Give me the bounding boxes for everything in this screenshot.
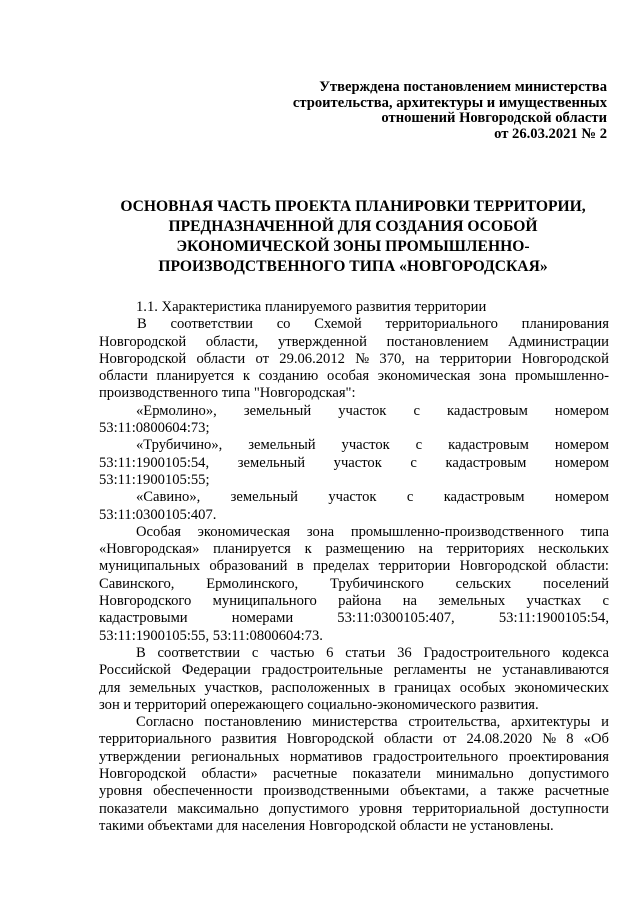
word: градостроительного [373, 748, 499, 765]
text-line [99, 610, 609, 627]
text-line [99, 714, 609, 731]
word: «Трубичино», [136, 437, 223, 454]
approval-stamp [247, 80, 607, 142]
approval-line: Утверждена постановлением министерства [319, 79, 607, 95]
word: также [497, 783, 534, 800]
word: Новгородской [99, 766, 187, 783]
word: В [137, 316, 147, 333]
word: кадастровым [445, 454, 527, 471]
word: Российской [99, 662, 171, 679]
word: № [355, 350, 370, 367]
title-line: ПРОИЗВОДСТВЕННОГО ТИПА «НОВГОРОДСКАЯ» [158, 258, 548, 275]
text-line [99, 680, 609, 697]
word: регламенты [393, 662, 467, 679]
word: участков, [204, 679, 263, 696]
word: области: [556, 558, 609, 575]
text-line [99, 731, 609, 748]
word: планируется [213, 541, 291, 558]
word: номером [554, 437, 609, 454]
word: земельный [237, 454, 306, 471]
text-line [99, 749, 609, 766]
text-line: 53:11:1900105:55, 53:11:0800604:73. [99, 627, 323, 644]
title-line: ПРЕДНАЗНАЧЕННОЙ ДЛЯ СОЗДАНИЯ ОСОБОЙ [168, 218, 538, 235]
word: от [442, 731, 457, 748]
word: образований [209, 558, 288, 575]
word: области, [205, 333, 259, 350]
word: расчетные [273, 766, 338, 783]
text-line [99, 766, 609, 783]
word: уровня [99, 783, 143, 800]
word: со [276, 316, 291, 333]
text-line [99, 334, 609, 351]
document-title [96, 197, 610, 277]
word: номером [554, 489, 609, 506]
section-heading: 1.1. Характеристика планируемого развития территории [136, 299, 487, 315]
text-line [99, 524, 609, 541]
word: утверждении [99, 748, 181, 765]
word: Новгородской [99, 333, 187, 350]
text-line [99, 783, 609, 800]
word: проектирования [508, 748, 609, 765]
word: Ермолинского, [206, 575, 299, 592]
word: от [255, 350, 269, 367]
word: нескольких [538, 541, 609, 558]
text-line: зон и территорий опережающего социально-экономического развития. [99, 696, 539, 713]
word: земельный [243, 402, 312, 419]
word: архитектуры [511, 714, 591, 731]
word: кадастровыми [99, 610, 188, 627]
word: муниципальных [99, 558, 201, 575]
word: экономическая [377, 368, 471, 385]
word: 36 [397, 644, 412, 661]
word: кадастровым [447, 402, 528, 419]
word: земельных [438, 593, 506, 610]
word: Новгородского [99, 593, 192, 610]
parcel-line [99, 489, 609, 506]
word: 24.08.2020 [466, 731, 533, 748]
word: территории [439, 350, 512, 367]
word: территориальной [412, 800, 520, 817]
word: земельный [230, 489, 298, 506]
word: зона [479, 368, 507, 385]
word: территории [378, 558, 451, 575]
text-line: такими объектами для населения Новгородской области не установлены. [99, 817, 554, 834]
word: 370, [379, 350, 405, 367]
word: муниципального [212, 593, 317, 610]
word: особая [327, 368, 370, 385]
word: 53:11:1900105:54, [498, 610, 609, 627]
word: расчетные [544, 783, 609, 800]
word: соответствии [157, 644, 241, 661]
approval-line: отношений Новгородской области [381, 110, 607, 127]
word: области [196, 350, 246, 367]
word: 53:11:1900105:54, [99, 454, 210, 471]
word: Федерации [181, 662, 251, 679]
word: показатели [99, 800, 168, 817]
word: типа [580, 523, 609, 540]
word: допустимого [529, 766, 609, 783]
word: 6 [326, 644, 334, 661]
word: градостроительные [261, 662, 383, 679]
word: для [99, 679, 121, 696]
word: на [418, 541, 433, 558]
word: а [480, 783, 487, 800]
word: поселений [543, 575, 609, 592]
word: кадастровым [448, 437, 529, 454]
word: Согласно [136, 714, 194, 731]
word: планируется [156, 368, 235, 385]
word: и [601, 714, 609, 731]
word: участок [338, 402, 387, 419]
word: Новгородской [459, 558, 547, 575]
word: постановлением [386, 333, 489, 350]
text-line [99, 541, 609, 558]
word: развития [221, 731, 277, 748]
word: постановлению [204, 714, 302, 731]
word: экономическая [197, 523, 291, 540]
cadastral-number: 53:11:0800604:73; [99, 420, 210, 437]
word: номером [554, 402, 609, 419]
word: кодекса [561, 644, 609, 661]
word: Градостроительного [423, 644, 551, 661]
word: региональных [191, 748, 280, 765]
text-line [99, 645, 609, 662]
word: с [602, 593, 609, 610]
word: допустимого [268, 800, 349, 817]
word: участок [328, 489, 377, 506]
title-line: ЭКОНОМИЧЕСКОЙ ЗОНЫ ПРОМЫШЛЕННО- [176, 238, 530, 255]
word: с [413, 402, 420, 419]
word: устанавливаются [502, 662, 609, 679]
word: Особая [136, 523, 181, 540]
word: к [304, 541, 312, 558]
word: № [542, 731, 557, 748]
text-line [99, 558, 609, 575]
word: с [406, 489, 414, 506]
word: области» [201, 766, 258, 783]
text-line [99, 662, 609, 679]
text-line [99, 576, 609, 593]
word: участок [333, 454, 382, 471]
text-line [99, 801, 609, 818]
word: показатели [352, 766, 421, 783]
word: уровня [359, 800, 403, 817]
word: Новгородской [99, 350, 187, 367]
word: промышленно- [514, 368, 609, 385]
word: в [378, 679, 386, 696]
approval-line: от 26.03.2021 № 2 [494, 125, 607, 142]
word: границах [394, 679, 452, 696]
word: с [410, 454, 417, 471]
word: к [242, 368, 250, 385]
word: участок [341, 437, 390, 454]
word: Новгородской [521, 350, 609, 367]
word: частью [270, 644, 315, 661]
word: объектами, [400, 783, 470, 800]
word: с [251, 644, 259, 661]
text-line: производственного типа "Новгородская": [99, 385, 356, 402]
text-line [99, 368, 609, 385]
word: соответствии [170, 316, 253, 333]
word: статьи [345, 644, 386, 661]
word: зона [306, 523, 335, 540]
word: территориях [446, 541, 525, 558]
word: пределах [312, 558, 370, 575]
word: Трубичинского [329, 575, 424, 592]
parcel-line [99, 455, 609, 472]
document-body [99, 299, 609, 835]
word: В [136, 644, 146, 661]
text-line [99, 351, 609, 368]
word: расположенных [271, 679, 370, 696]
word: области [99, 368, 148, 385]
word: министерства [312, 714, 398, 731]
word: на [415, 350, 430, 367]
word: промышленно-производственного [350, 523, 564, 540]
word: номером [554, 454, 609, 471]
word: «Об [583, 731, 609, 748]
word: Новгородской [286, 731, 374, 748]
word: области [384, 731, 433, 748]
word: 8 [566, 731, 574, 748]
word: района [338, 593, 382, 610]
word: строительства, [408, 714, 501, 731]
word: Савинского, [99, 575, 175, 592]
word: созданию [258, 368, 319, 385]
word: особых [459, 679, 506, 696]
cadastral-number: 53:11:0300105:407. [99, 506, 217, 523]
word: 53:11:0300105:407, [337, 610, 455, 627]
word: планирования [521, 316, 609, 333]
parcel-line [99, 437, 609, 454]
word: на [402, 593, 417, 610]
parcel-line [99, 403, 609, 420]
word: «Новгородская» [99, 541, 200, 558]
text-line [99, 593, 609, 610]
word: Схемой [314, 316, 362, 333]
word: земельный [248, 437, 316, 454]
word: максимально [177, 800, 259, 817]
approval-line: строительства, архитектуры и имущественных [292, 94, 607, 111]
word: сельских [455, 575, 512, 592]
cadastral-number: 53:11:1900105:55; [99, 471, 210, 488]
word: земельных [129, 679, 196, 696]
word: «Ермолино», [136, 402, 217, 419]
word: экономических [514, 679, 609, 696]
word: территориального [99, 731, 212, 748]
word: участках [526, 593, 582, 610]
word: минимально [436, 766, 514, 783]
word: с [415, 437, 423, 454]
word: не [477, 662, 492, 679]
word: Администрации [508, 333, 609, 350]
word: в [296, 558, 304, 575]
text-line [99, 316, 609, 333]
word: «Савино», [136, 489, 201, 506]
word: номерами [231, 610, 294, 627]
title-line: ОСНОВНАЯ ЧАСТЬ ПРОЕКТА ПЛАНИРОВКИ ТЕРРИТОРИИ, [120, 198, 586, 215]
word: доступности [529, 800, 609, 817]
word: территориального [385, 316, 498, 333]
word: утвержденной [277, 333, 367, 350]
word: размещению [325, 541, 405, 558]
word: кадастровым [443, 489, 525, 506]
word: нормативов [289, 748, 363, 765]
word: 29.06.2012 [279, 350, 345, 367]
word: производственными [263, 783, 390, 800]
word: обеспеченности [153, 783, 253, 800]
